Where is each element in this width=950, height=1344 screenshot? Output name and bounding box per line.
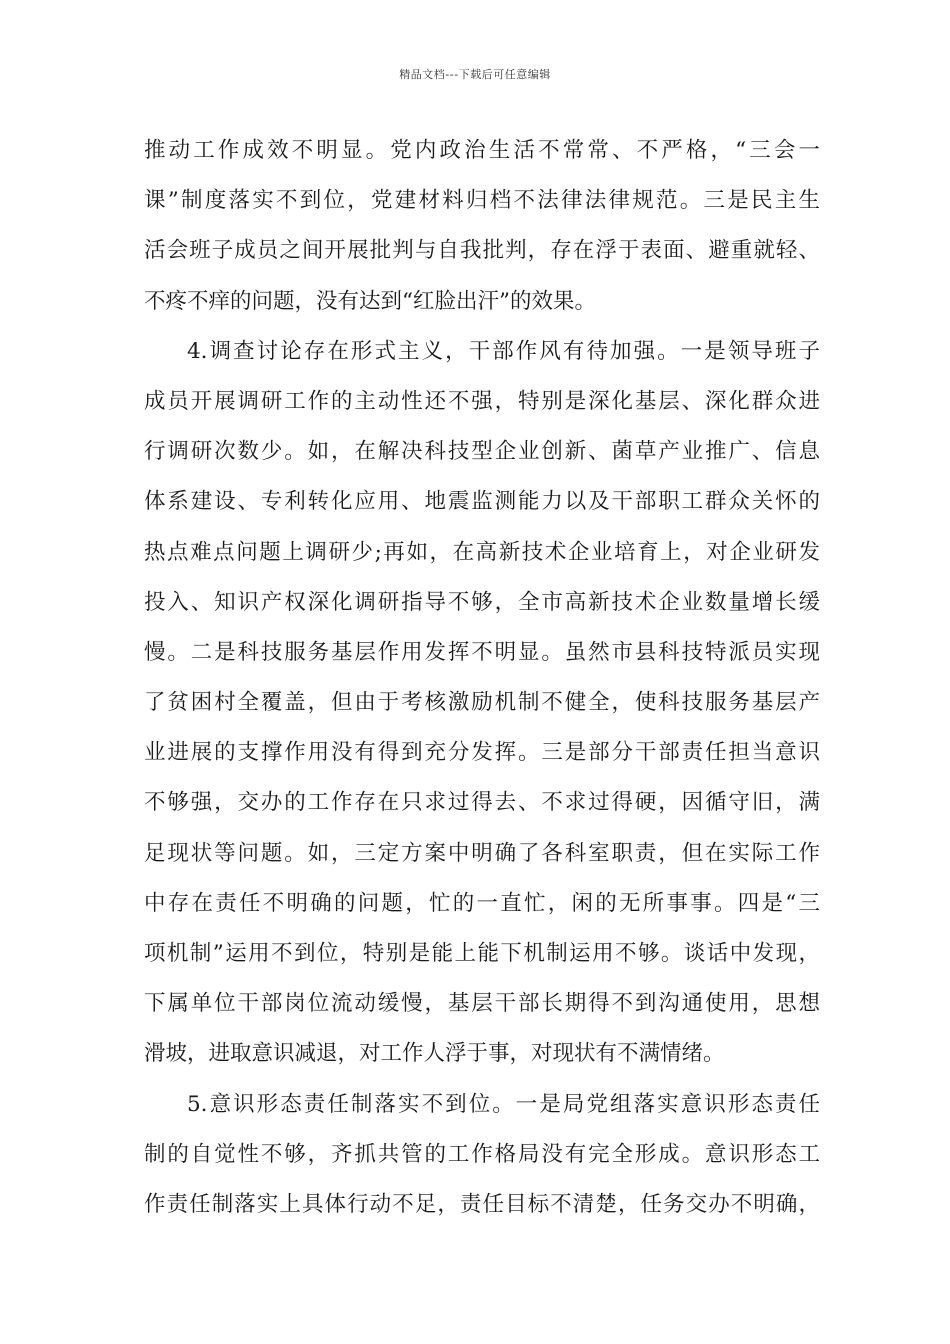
text-line: 足现状等问题。如，三定方案中明确了各科室职责，但在实际工作 <box>144 840 820 866</box>
text-line: 5.意识形态责任制落实不到位。一是局党组落实意识形态责任 <box>187 1091 820 1117</box>
text-line: 课”制度落实不到位，党建材料归档不法律法律规范。三是民主生 <box>144 188 820 214</box>
text-line: 4.调查讨论存在形式主义，干部作风有待加强。一是领导班子 <box>187 338 820 364</box>
text-line: 投入、知识产权深化调研指导不够，全市高新技术企业数量增长缓 <box>144 589 820 615</box>
text-line: 热点难点问题上调研少;再如，在高新技术企业培育上，对企业研发 <box>144 539 820 565</box>
text-line: 了贫困村全覆盖，但由于考核激励机制不健全，使科技服务基层产 <box>144 690 820 716</box>
text-line: 活会班子成员之间开展批判与自我批判，存在浮于表面、避重就轻、 <box>144 238 820 264</box>
text-line: 不疼不痒的问题，没有达到“红脸出汗”的效果。 <box>144 288 596 314</box>
text-line: 成员开展调研工作的主动性还不强，特别是深化基层、深化群众进 <box>144 388 820 414</box>
text-line: 作责任制落实上具体行动不足，责任目标不清楚，任务交办不明确， <box>144 1191 820 1217</box>
text-line: 推动工作成效不明显。党内政治生活不常常、不严格，“三会一 <box>144 138 820 163</box>
text-line: 慢。二是科技服务基层作用发挥不明显。虽然市县科技特派员实现 <box>144 639 820 665</box>
document-body <box>144 126 820 1230</box>
text-line: 不够强，交办的工作存在只求过得去、不求过得硬，因循守旧，满 <box>144 790 820 816</box>
text-line: 体系建设、专利转化应用、地震监测能力以及干部职工群众关怀的 <box>144 489 820 515</box>
text-line: 项机制”运用不到位，特别是能上能下机制运用不够。谈话中发现， <box>144 941 820 966</box>
text-line: 中存在责任不明确的问题，忙的一直忙，闲的无所事事。四是“三 <box>144 890 820 916</box>
page-header: 精品文档---下载后可任意编辑 <box>399 68 551 81</box>
text-line: 业进展的支撑作用没有得到充分发挥。三是部分干部责任担当意识 <box>144 740 820 766</box>
text-line: 制的自觉性不够，齐抓共管的工作格局没有完全形成。意识形态工 <box>144 1141 820 1167</box>
text-line: 滑坡，进取意识减退，对工作人浮于事，对现状有不满情绪。 <box>144 1041 725 1067</box>
text-line: 下属单位干部岗位流动缓慢，基层干部长期得不到沟通使用，思想 <box>144 991 820 1017</box>
text-line: 行调研次数少。如，在解决科技型企业创新、菌草产业推广、信息 <box>144 439 820 465</box>
